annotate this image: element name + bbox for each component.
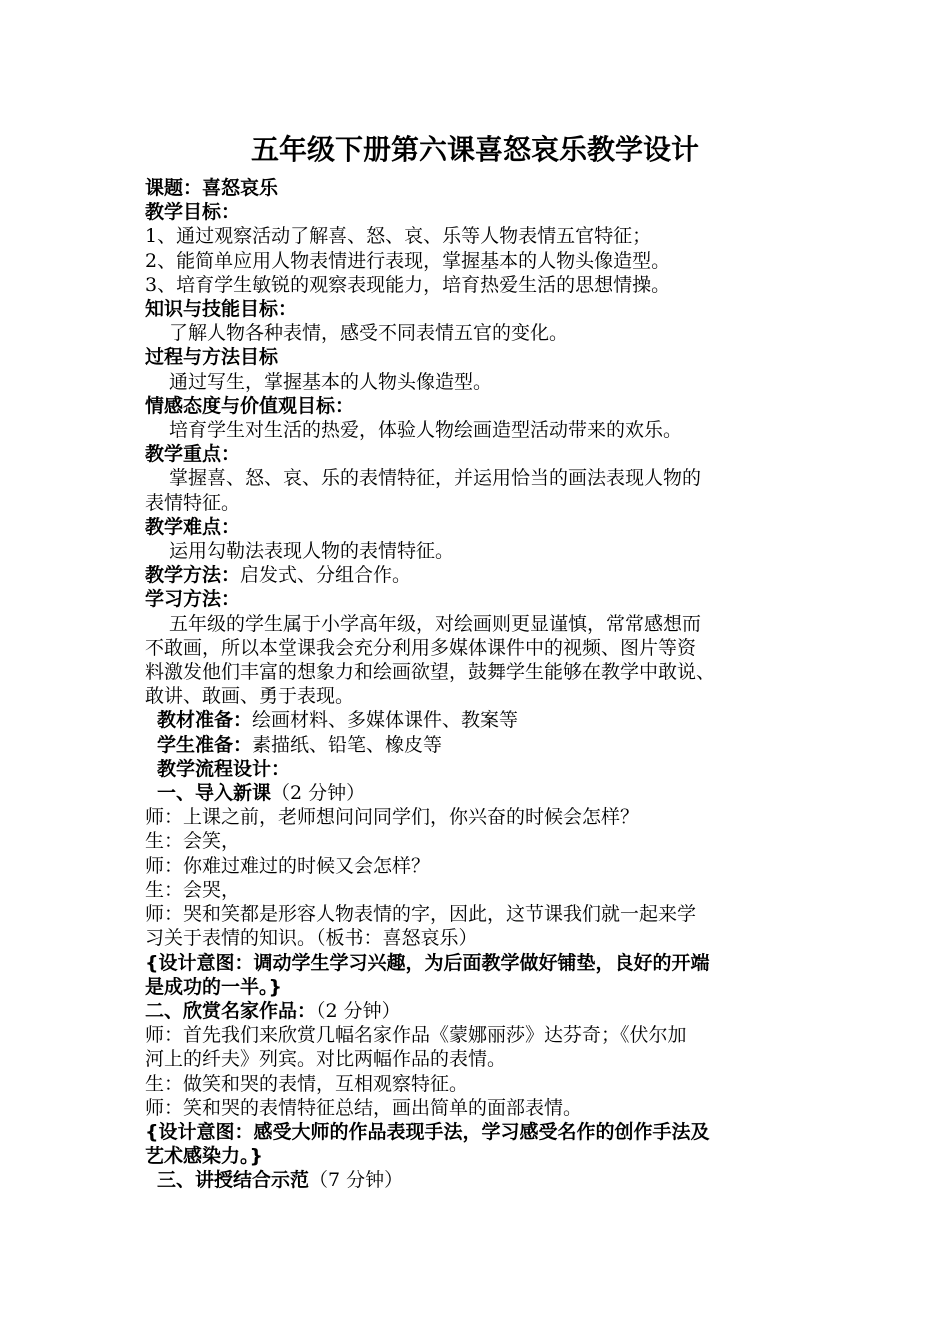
process-text: 通过写生，掌握基本的人物头像造型。: [169, 370, 493, 393]
difficulty-heading: 教学难点：: [145, 515, 241, 538]
section-1-intent-line-1: {设计意图：调动学生学习兴趣，为后面教学做好铺垫，良好的开端: [145, 951, 710, 974]
method-label: 教学方法：: [145, 564, 241, 587]
method-line: [145, 563, 825, 587]
key-points-line-2: 表情特征。: [145, 491, 241, 514]
learning-line-2: 不敢画，所以本堂课我会充分利用多媒体课件中的视频、图片等资: [145, 636, 697, 659]
learning-line-4: 敢讲、敢画、勇于表现。: [145, 685, 355, 708]
emotion-text: 培育学生对生活的热爱，体验人物绘画造型活动带来的欢乐。: [169, 419, 683, 442]
flow-heading: 教学流程设计：: [157, 757, 291, 780]
emotion-heading: 情感态度与价值观目标：: [145, 394, 355, 417]
difficulty-text: 运用勾勒法表现人物的表情特征。: [169, 540, 455, 563]
process-heading: 过程与方法目标: [145, 346, 279, 369]
section-2-dialogue-1: 师：首先我们来欣赏几幅名家作品《蒙娜丽莎》达芬奇；《伏尔加: [145, 1024, 687, 1047]
student-prep-label: 学生准备：: [157, 733, 253, 756]
section-2-dialogue-4: 师：笑和哭的表情特征总结，画出简单的面部表情。: [145, 1096, 583, 1119]
method-value: 启发式、分组合作。: [240, 564, 412, 587]
learning-line-3: 料激发他们丰富的想象力和绘画欲望，鼓舞学生能够在教学中敢说、: [145, 661, 716, 684]
student-prep-value: 素描纸、铅笔、橡皮等: [252, 733, 443, 756]
materials-label: 教材准备：: [157, 709, 253, 732]
materials-line: [145, 708, 825, 732]
topic-value: 喜怒哀乐: [202, 177, 279, 199]
section-3-heading-line: [145, 1168, 825, 1192]
section-1-dialogue-2: 生：会笑，: [145, 830, 241, 853]
section-1-dialogue-6: 习关于表情的知识。（板书：喜怒哀乐）: [145, 927, 478, 950]
section-2-dialogue-2: 河上的纤夫》列宾。对比两幅作品的表情。: [145, 1048, 507, 1071]
section-2-time: （2 分钟）: [316, 999, 401, 1022]
materials-value: 绘画材料、多媒体课件、教案等: [252, 709, 519, 732]
knowledge-heading: 知识与技能目标：: [145, 298, 298, 321]
section-2-intent-line-1: {设计意图：感受大师的作品表现手法，学习感受名作的创作手法及: [145, 1120, 710, 1143]
section-2-heading: 二、欣赏名家作品：: [145, 999, 317, 1022]
section-2-dialogue-3: 生：做笑和哭的表情，互相观察特征。: [145, 1072, 469, 1095]
section-1-dialogue-3: 师：你难过难过的时候又会怎样？: [145, 854, 431, 877]
knowledge-text: 了解人物各种表情，感受不同表情五官的变化。: [169, 322, 569, 345]
section-1-heading: 一、导入新课: [157, 782, 272, 805]
key-points-heading: 教学重点：: [145, 443, 241, 466]
document-body: [145, 176, 825, 1193]
student-prep-line: [145, 733, 825, 757]
section-1-dialogue-4: 生：会哭，: [145, 878, 241, 901]
section-2-intent-line-2: 艺术感染力。}: [145, 1145, 264, 1168]
objective-item-1: 1、通过观察活动了解喜、怒、哀、乐等人物表情五官特征；: [145, 225, 652, 248]
objective-item-2: 2、能简单应用人物表情进行表现，掌握基本的人物头像造型。: [145, 249, 671, 272]
topic-label: 课题：: [145, 177, 203, 199]
page-title: 五年级下册第六课喜怒哀乐教学设计: [250, 133, 699, 166]
section-1-heading-line: [145, 781, 825, 805]
section-1-dialogue-1: 师：上课之前，老师想问问同学们，你兴奋的时候会怎样？: [145, 806, 640, 829]
section-1-time: （2 分钟）: [271, 782, 366, 805]
learning-line-1: 五年级的学生属于小学高年级，对绘画则更显谨慎，常常感想而: [169, 612, 702, 635]
section-3-heading: 三、讲授结合示范: [157, 1169, 310, 1192]
objectives-heading: 教学目标：: [145, 201, 241, 224]
section-1-intent-line-2: 是成功的一半。}: [145, 975, 283, 998]
section-2-heading-line: [145, 999, 825, 1023]
learning-heading: 学习方法：: [145, 588, 241, 611]
section-3-time: （7 分钟）: [309, 1169, 404, 1192]
objective-item-3: 3、培育学生敏锐的观察表现能力，培育热爱生活的思想情操。: [145, 273, 671, 296]
topic-line: [145, 176, 825, 200]
key-points-line-1: 掌握喜、怒、哀、乐的表情特征，并运用恰当的画法表现人物的: [169, 467, 702, 490]
section-1-dialogue-5: 师：哭和笑都是形容人物表情的字，因此，这节课我们就一起来学: [145, 903, 697, 926]
